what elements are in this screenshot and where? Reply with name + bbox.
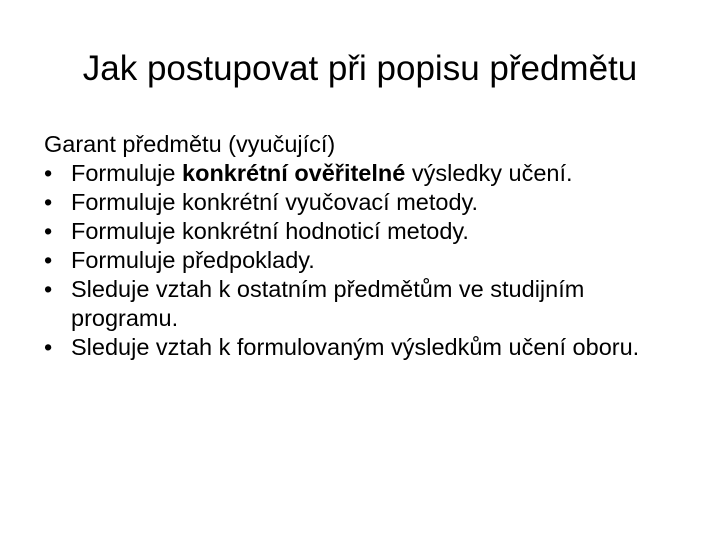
bullet-text: Formuluje předpoklady. [71,247,315,273]
list-item [44,246,694,275]
bullet-icon: • [44,189,53,215]
bullet-icon: • [44,276,53,302]
bullet-text-bold: konkrétní ověřitelné [182,160,406,186]
bullet-icon: • [44,160,53,186]
list-item [44,159,694,188]
bullet-icon: • [44,247,53,273]
bullet-icon: • [44,218,53,244]
slide-title: Jak postupovat při popisu předmětu [82,49,638,88]
bullet-text-prefix: Formuluje [71,160,183,186]
bullet-text: Formuluje konkrétní vyučovací metody. [71,189,479,215]
list-item [44,333,694,362]
bullet-text: Formuluje konkrétní hodnoticí metody. [71,218,469,244]
bullet-text-suffix: výsledky učení. [405,160,573,186]
list-item [44,188,694,217]
lead-text: Garant předmětu (vyučující) [44,131,336,157]
list-item [44,275,694,333]
bullet-icon: • [44,334,53,360]
list-item [44,217,694,246]
bullet-text: Sleduje vztah k formulovaným výsledkům učení oboru. [71,334,640,360]
slide-content [44,130,694,362]
bullet-list [44,159,694,362]
bullet-text: Sleduje vztah k ostatním předmětům ve studijním programu. [71,276,585,331]
